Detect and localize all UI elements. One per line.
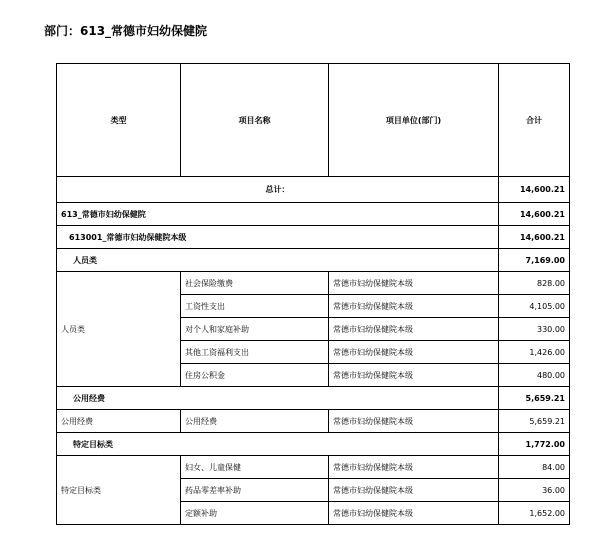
grand-total-label: 总计：: [57, 177, 499, 203]
table-row: [57, 410, 570, 433]
row-project-name: 公用经费: [181, 410, 329, 433]
col-project-unit-header: 项目单位(部门): [329, 64, 499, 177]
row-project-name: 对个人和家庭补助: [181, 318, 329, 341]
group-header-label: 公用经费: [57, 387, 499, 410]
unit-row: [57, 203, 570, 226]
col-total-header: 合计: [499, 64, 570, 177]
group-header-row: [57, 249, 570, 272]
department-title: 部门：613_常德市妇幼保健院: [44, 24, 208, 38]
row-category: 公用经费: [57, 410, 181, 433]
group-header-value: 1,772.00: [499, 433, 570, 456]
col-project-name-header: 项目名称: [181, 64, 329, 177]
grand-total-value: 14,600.21: [499, 177, 570, 203]
row-project-name: 药品零差率补助: [181, 479, 329, 502]
row-value: 36.00: [499, 479, 570, 502]
row-project-name: 住房公积金: [181, 364, 329, 387]
row-project-unit: 常德市妇幼保健院本级: [329, 341, 499, 364]
col-category-header: 类型: [57, 64, 181, 177]
row-project-unit: 常德市妇幼保健院本级: [329, 502, 499, 525]
row-value: 4,105.00: [499, 295, 570, 318]
row-value: 84.00: [499, 456, 570, 479]
row-category: 特定目标类: [57, 456, 181, 525]
row-project-name: 妇女、儿童保健: [181, 456, 329, 479]
group-header-label: 特定目标类: [57, 433, 499, 456]
row-project-unit: 常德市妇幼保健院本级: [329, 318, 499, 341]
group-header-value: 5,659.21: [499, 387, 570, 410]
subunit-label: 613001_常德市妇幼保健院本级: [57, 226, 499, 249]
group-header-value: 7,169.00: [499, 249, 570, 272]
row-value: 480.00: [499, 364, 570, 387]
row-project-name: 定额补助: [181, 502, 329, 525]
unit-label: 613_常德市妇幼保健院: [57, 203, 499, 226]
row-value: 1,652.00: [499, 502, 570, 525]
row-value: 1,426.00: [499, 341, 570, 364]
row-category: 人员类: [57, 272, 181, 387]
budget-table: [56, 63, 570, 525]
row-value: 330.00: [499, 318, 570, 341]
row-value: 5,659.21: [499, 410, 570, 433]
group-header-row: [57, 433, 570, 456]
unit-value: 14,600.21: [499, 203, 570, 226]
row-project-unit: 常德市妇幼保健院本级: [329, 456, 499, 479]
row-project-unit: 常德市妇幼保健院本级: [329, 295, 499, 318]
grand-total-row: [57, 177, 570, 203]
subunit-value: 14,600.21: [499, 226, 570, 249]
row-value: 828.00: [499, 272, 570, 295]
row-project-unit: 常德市妇幼保健院本级: [329, 272, 499, 295]
group-header-label: 人员类: [57, 249, 499, 272]
row-project-unit: 常德市妇幼保健院本级: [329, 410, 499, 433]
table-row: [57, 272, 570, 295]
table-row: [57, 456, 570, 479]
row-project-name: 社会保险缴费: [181, 272, 329, 295]
header-row: [57, 64, 570, 177]
group-header-row: [57, 387, 570, 410]
row-project-name: 工资性支出: [181, 295, 329, 318]
row-project-name: 其他工资福利支出: [181, 341, 329, 364]
subunit-row: [57, 226, 570, 249]
row-project-unit: 常德市妇幼保健院本级: [329, 479, 499, 502]
row-project-unit: 常德市妇幼保健院本级: [329, 364, 499, 387]
